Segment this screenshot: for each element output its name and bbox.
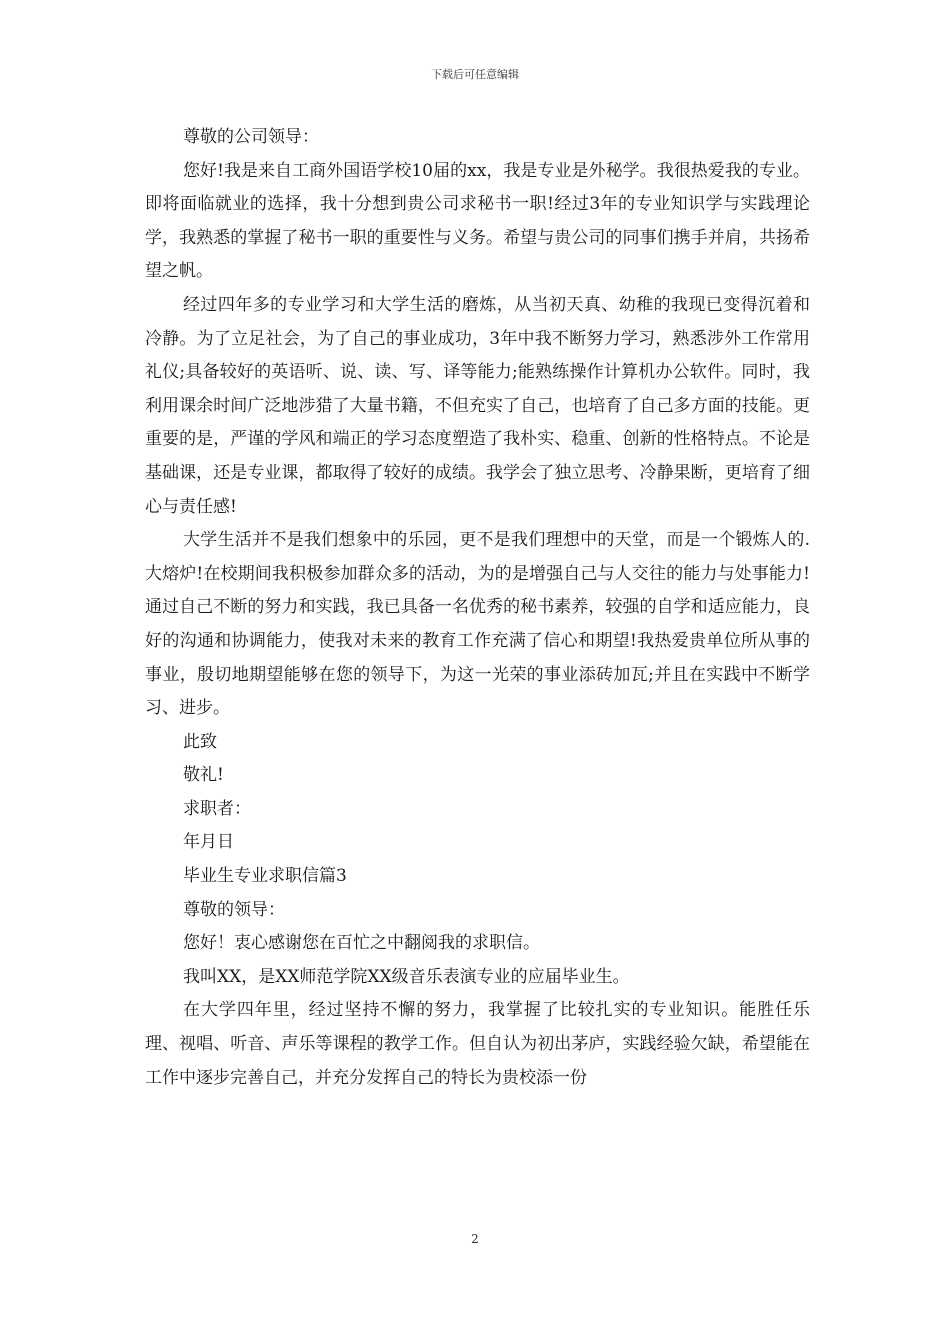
closing-line: 此致: [183, 731, 217, 752]
signature-label: 求职者：: [183, 798, 251, 819]
paragraph-thanks: 您好！衷心感谢您在百忙之中翻阅我的求职信。: [183, 933, 540, 954]
paragraph-studies: 在大学四年里，经过坚持不懈的努力，我掌握了比较扎实的专业知识。能胜任乐理、视唱、听音、声乐等课程的教学工作。但自认为初出茅庐，实践经验欠缺，希望能在工作中逐步完善自己，并充分发挥自己的特长为贵校添一份: [145, 1000, 810, 1088]
salutation-2: 尊敬的领导：: [183, 899, 285, 920]
paragraph-college-life: 大学生活并不是我们想象中的乐园，更不是我们理想中的天堂，而是一个锻炼人的.大熔炉!在校期间我积极参加群众多的活动，为的是增强自己与人交往的能力与处事能力!通过自己不断的努力和实践，我已具备一名优秀的秘书素养，较强的自学和适应能力，良好的沟通和协调能力，使我对未来的教育工作充满了信心和期望!我热爱贵单位所从事的事业，殷切地期望能够在您的领导下，为这一光荣的事业添砖加瓦;并且在实践中不断学习、进步。: [145, 530, 810, 719]
date-line: 年月日: [183, 832, 234, 853]
page-number: 2: [471, 1232, 479, 1246]
section-title: 毕业生专业求职信篇3: [183, 866, 347, 887]
closing-regards: 敬礼!: [183, 765, 224, 786]
paragraph-introduction: 我叫XX，是XX师范学院XX级音乐表演专业的应届毕业生。: [183, 966, 630, 987]
salutation: 尊敬的公司领导：: [183, 127, 319, 147]
paragraph-experience: 经过四年多的专业学习和大学生活的磨炼，从当初天真、幼稚的我现已变得沉着和冷静。为了立足社会，为了自己的事业成功，3年中我不断努力学习，熟悉涉外工作常用礼仪;具备较好的英语听、说、读、写、译等能力;能熟练操作计算机办公软件。同时，我利用课余时间广泛地涉猎了大量书籍，不但充实了自己，也培育了自己多方面的技能。更重要的是，严谨的学风和端正的学习态度塑造了我朴实、稳重、创新的性格特点。不论是基础课，还是专业课，都取得了较好的成绩。我学会了独立思考、冷静果断，更培育了细心与责任感!: [145, 294, 810, 517]
document-body: [145, 121, 810, 1095]
page-header: 下载后可任意编辑: [431, 68, 519, 81]
paragraph-greeting: 您好!我是来自工商外国语学校10届的xx，我是专业是外秘学。我很热爱我的专业。即将面临就业的选择，我十分想到贵公司求秘书一职!经过3年的专业知识学与实践理论学，我熟悉的掌握了秘书一职的重要性与义务。希望与贵公司的同事们携手并肩，共扬希望之帆。: [145, 160, 810, 282]
